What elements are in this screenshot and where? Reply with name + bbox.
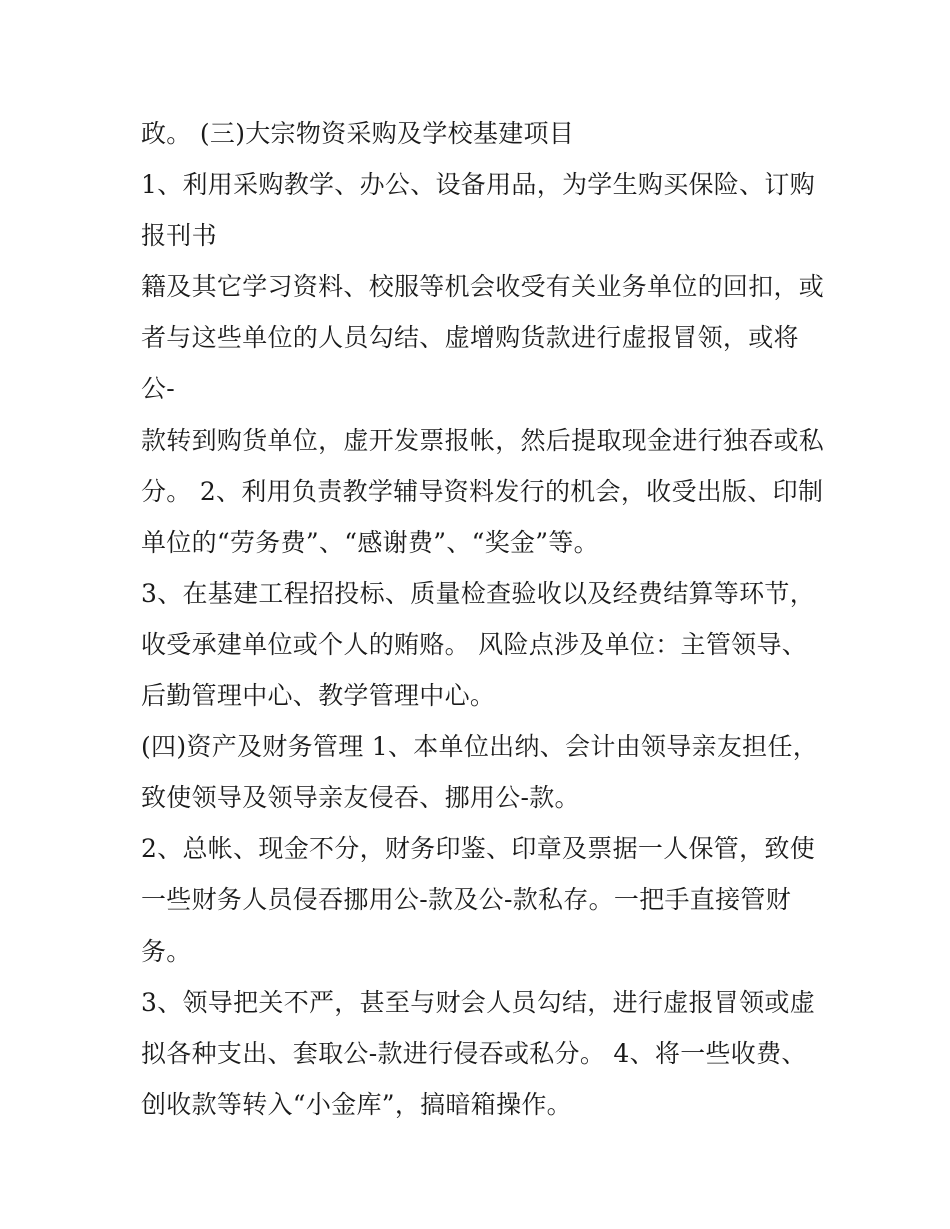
text-line: 创收款等转入“小金库”，搞暗箱操作。: [141, 1089, 572, 1119]
body-text: [141, 108, 841, 1130]
text-line: 收受承建单位或个人的贿赂。 风险点涉及单位：主管领导、: [141, 629, 808, 659]
text-line: 公-: [141, 374, 176, 404]
text-line: 籍及其它学习资料、校服等机会收受有关业务单位的回扣，或: [141, 272, 825, 302]
text-line: 务。: [141, 936, 192, 966]
text-line: 分。 2、利用负责教学辅导资料发行的机会，收受出版、印制: [141, 476, 824, 506]
text-line: 者与这些单位的人员勾结、虚增购货款进行虚报冒领，或将: [141, 323, 799, 353]
text-line: 一些财务人员侵吞挪用公-款及公-款私存。一把手直接管财: [141, 885, 791, 915]
text-line: 1、利用采购教学、办公、设备用品，为学生购买保险、订购: [141, 170, 816, 200]
text-line: 致使领导及领导亲友侵吞、挪用公-款。: [141, 783, 580, 813]
text-line: 3、领导把关不严，甚至与财会人员勾结，进行虚报冒领或虚: [141, 987, 816, 1017]
text-line: 3、在基建工程招投标、质量检查验收以及经费结算等环节，: [141, 578, 816, 608]
text-line: 2、总帐、现金不分，财务印鉴、印章及票据一人保管，致使: [141, 834, 816, 864]
text-line: 拟各种支出、套取公-款进行侵吞或私分。 4、将一些收费、: [141, 1038, 807, 1068]
text-line: 单位的“劳务费”、“感谢费”、“奖金”等。: [141, 527, 599, 557]
text-line: (四)资产及财务管理 1、本单位出纳、会计由领导亲友担任，: [141, 732, 819, 762]
text-line: 后勤管理中心、教学管理中心。: [141, 681, 496, 711]
text-line: 款转到购货单位，虚开发票报帐，然后提取现金进行独吞或私: [141, 425, 825, 455]
text-line: 政。 (三)大宗物资采购及学校基建项目: [141, 119, 575, 148]
text-line: 报刊书: [141, 221, 217, 251]
